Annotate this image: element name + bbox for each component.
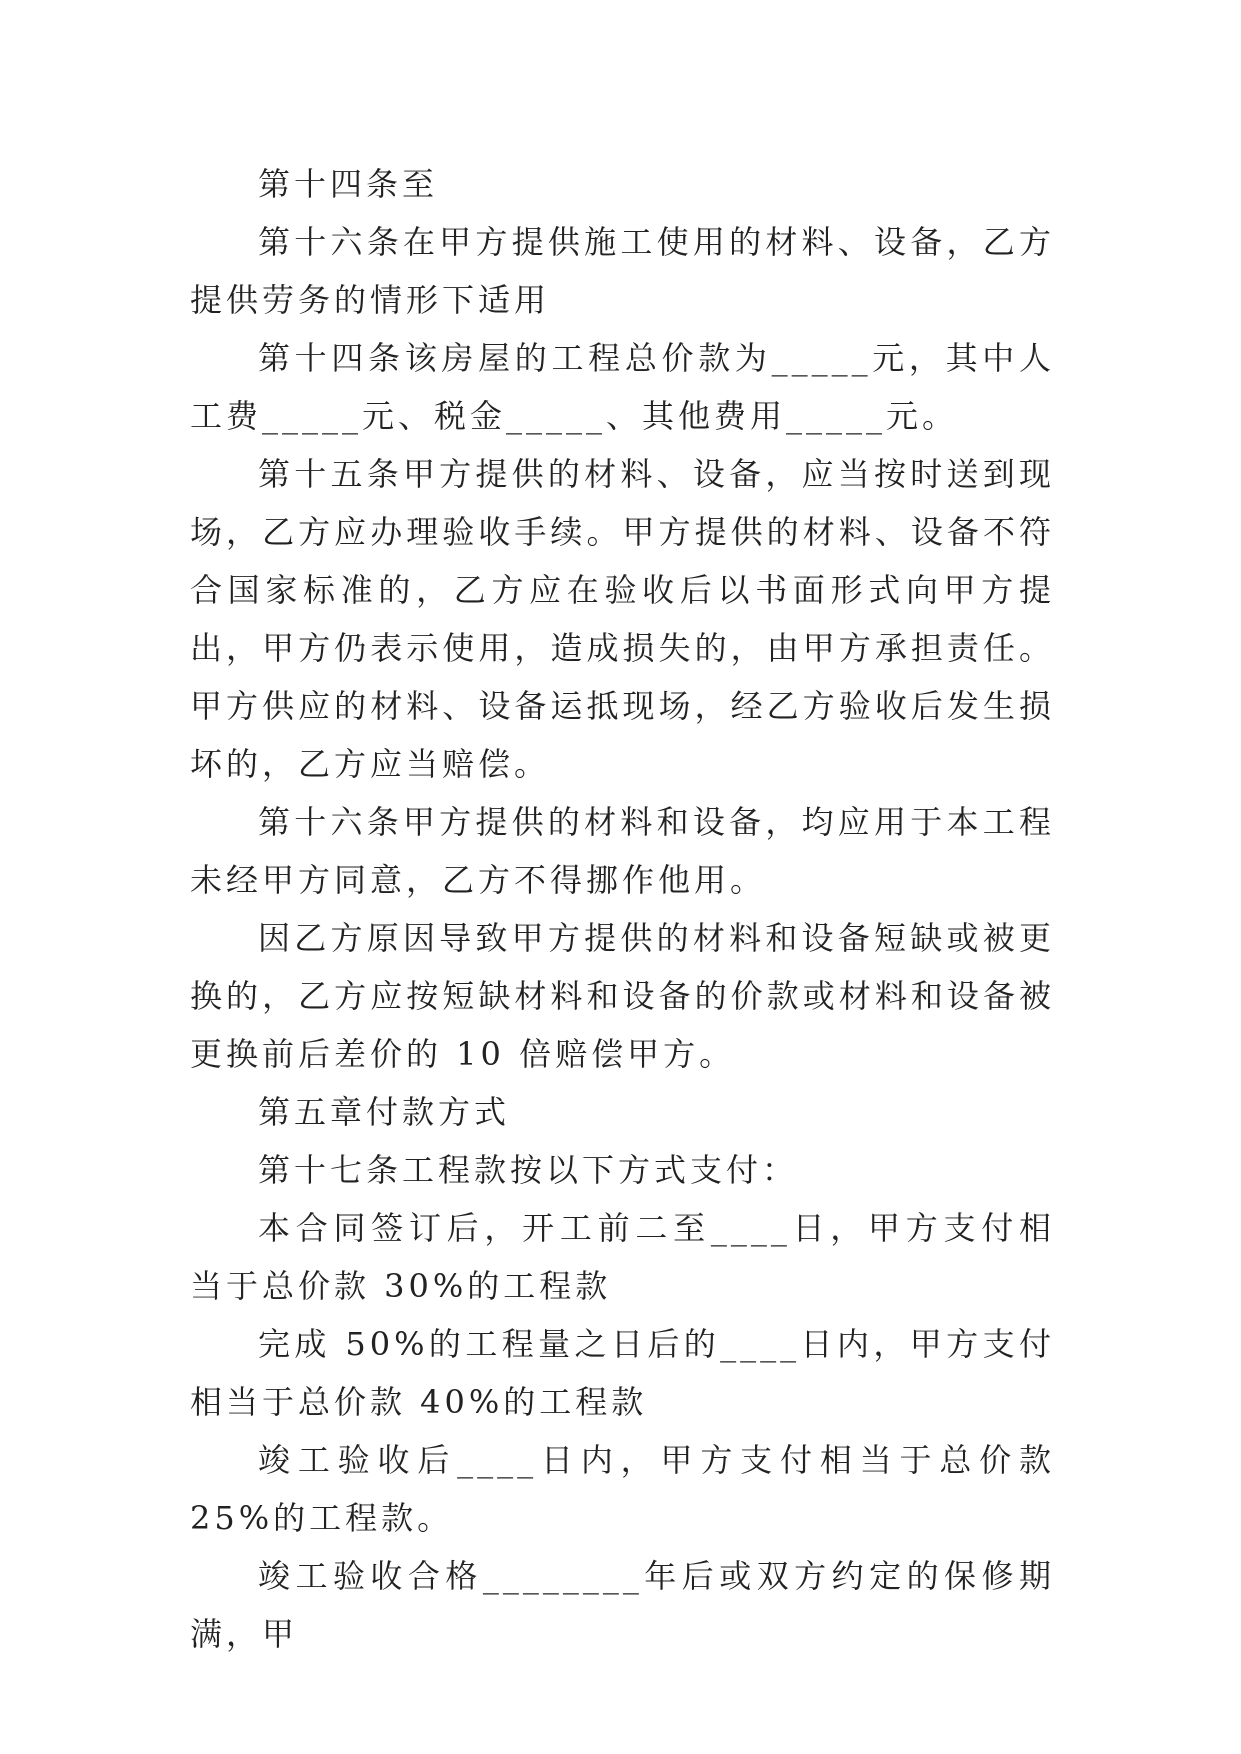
paragraph-article-14-to: 第十四条至 (258, 165, 439, 203)
paragraph-article-16-materials-use: 第十六条甲方提供的材料和设备，均应用于本工程未经甲方同意，乙方不得挪作他用。 (190, 803, 1055, 899)
paragraph-warranty: 竣工验收合格________年后或双方约定的保修期满，甲 (190, 1557, 1055, 1653)
paragraph-shortage-compensation: 因乙方原因导致甲方提供的材料和设备短缺或被更换的，乙方应按短缺材料和设备的价款或材料和设备被更换前后差价的 10 倍赔偿甲方。 (190, 919, 1055, 1073)
paragraph-payment-40: 完成 50%的工程量之日后的____日内，甲方支付相当于总价款 40%的工程款 (190, 1325, 1055, 1421)
paragraph-article-17-payment: 第十七条工程款按以下方式支付： (258, 1151, 799, 1189)
document-body (190, 155, 1055, 1663)
paragraph-article-14-price: 第十四条该房屋的工程总价款为_____元，其中人工费_____元、税金_____、其他费用_____元。 (190, 339, 1055, 435)
paragraph-payment-30: 本合同签订后，开工前二至____日，甲方支付相当于总价款 30%的工程款 (190, 1209, 1055, 1305)
paragraph-article-16-scope: 第十六条在甲方提供施工使用的材料、设备，乙方提供劳务的情形下适用 (190, 223, 1055, 319)
chapter-heading-payment: 第五章付款方式 (258, 1093, 511, 1131)
paragraph-payment-25: 竣工验收后____日内，甲方支付相当于总价款 25%的工程款。 (190, 1441, 1055, 1537)
paragraph-article-15-materials: 第十五条甲方提供的材料、设备，应当按时送到现场，乙方应办理验收手续。甲方提供的材料、设备不符合国家标准的，乙方应在验收后以书面形式向甲方提出，甲方仍表示使用，造成损失的，由甲方承担责任。甲方供应的材料、设备运抵现场，经乙方验收后发生损坏的，乙方应当赔偿。 (190, 455, 1055, 783)
